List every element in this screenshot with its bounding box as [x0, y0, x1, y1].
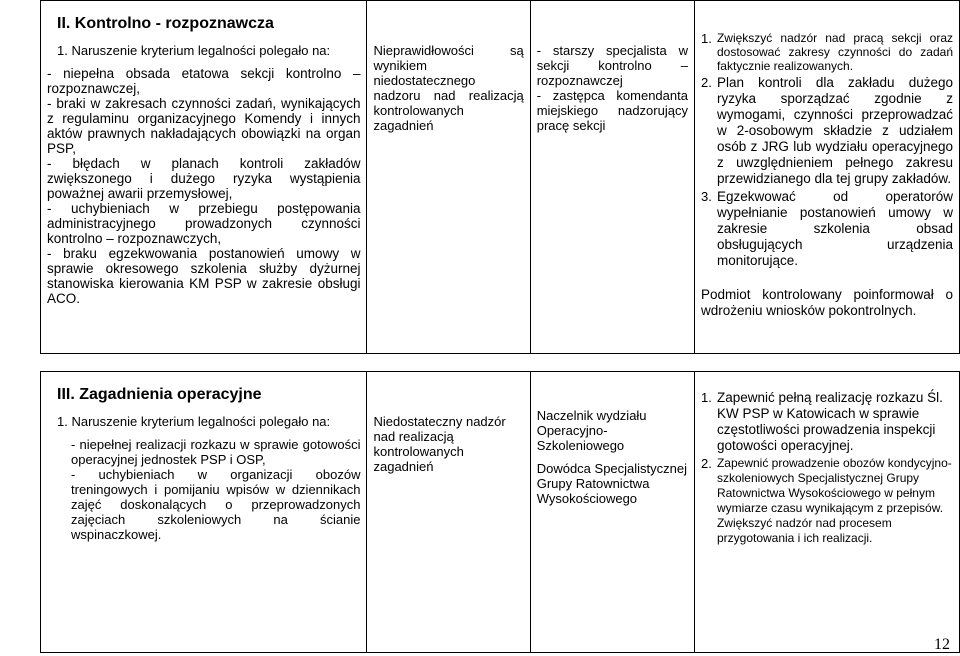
list-item: - niepełna obsada etatowa sekcji kontrolno – rozpoznawczej,	[47, 66, 361, 96]
recommendations-list	[701, 31, 953, 269]
findings-list	[47, 66, 360, 306]
section-2-table	[40, 0, 960, 354]
table-row	[41, 372, 960, 653]
list-item: - uchybieniach w przebiegu postępowania administracyjnego prowadzonych czynności kontrolno – rozpoznawczych,	[47, 201, 361, 246]
list-item: - niepełnej realizacji rozkazu w sprawie gotowości operacyjnej jednostek PSP i OSP,	[71, 437, 361, 467]
causes-text: Niedostateczny nadzór nad realizacją kontrolowanych zagadnień	[373, 414, 506, 474]
list-item: Naczelnik wydziału Operacyjno-Szkoleniowego	[536, 408, 647, 453]
causes-cell	[367, 372, 530, 653]
causes-cell	[367, 1, 530, 354]
item-heading: 1. Naruszenie kryterium legalności polegało na:	[57, 414, 331, 429]
page-number: 12	[934, 636, 950, 653]
list-item: - błędach w planach kontroli zakładów zwiększonego i dużego ryzyka wystąpienia poważnej awarii przemysłowej,	[47, 156, 361, 201]
list-item: 1. Zwiększyć nadzór nad pracą sekcji oraz dostosować zakresy czynności do zadań faktycznie realizowanych.	[700, 31, 953, 73]
list-item: - starszy specjalista w sekcji kontrolno – rozpoznawczej	[536, 43, 688, 88]
list-item: 1. Zapewnić pełną realizację rozkazu Śl. KW PSP w Katowicach w sprawie częstotliwości prowadzenia inspekcji gotowości operacyjnej.	[700, 390, 943, 453]
section-title: II. Kontrolno - rozpoznawcza	[57, 15, 274, 32]
recommendations-cell	[694, 372, 959, 653]
responsible-cell	[530, 372, 694, 653]
list-item: - zastępca komendanta miejskiego nadzorujący pracę sekcji	[536, 88, 688, 133]
findings-cell	[41, 1, 367, 354]
responsible-list	[537, 408, 688, 506]
recommendations-cell	[694, 1, 959, 354]
list-item: - uchybieniach w organizacji obozów treningowych i pomijaniu wpisów w dziennikach zajęć doskonalących o przeprowadzonych zajęciach szkoleniowych na ścianie wspinaczkowej.	[71, 467, 361, 542]
item-heading: 1. Naruszenie kryterium legalności polegało na:	[57, 43, 331, 58]
recommendations-list	[701, 390, 953, 546]
table-row	[41, 1, 960, 354]
findings-cell	[41, 372, 367, 653]
list-item: - braku egzekwowania postanowień umowy w sprawie okresowego szkolenia służby dyżurnej stanowiska kierowania KM PSP w zakresie obsługi ACO.	[47, 246, 361, 306]
list-item: 2. Plan kontroli dla zakładu dużego ryzyka sporządzać zgodnie z wymogami, czynności przeprowadzać w 2-osobowym składzie z udziałem osób z JRG lub wydziału operacyjnego z uwzględnieniem pełnego zakresu przewidzianego dla tej grupy zakładów.	[700, 75, 953, 186]
list-item: Dowódca Specjalistycznej Grupy Ratownictwa Wysokościowego	[536, 461, 688, 506]
findings-list	[71, 437, 360, 542]
responsible-cell	[530, 1, 694, 354]
list-item: 3. Egzekwować od operatorów wypełnianie postanowień umowy w zakresie szkolenia obsad obsługujących urządzenia monitorujące.	[700, 189, 953, 268]
section-title: III. Zagadnienia operacyjne	[57, 386, 262, 403]
section-3-table	[40, 371, 960, 653]
implementation-note: Podmiot kontrolowany poinformował o wdrożeniu wniosków pokontrolnych.	[700, 287, 953, 318]
causes-text: Nieprawidłowości są wynikiem niedostatecznego nadzoru nad realizacją kontrolowanych zagadnień	[373, 43, 524, 133]
list-item: 2. Zapewnić prowadzenie obozów kondycyjno-szkoleniowych Specjalistycznej Grupy Ratownictwa Wysokościowego w pełnym wymiarze czasu wynikającym z przepisów. Zwiększyć nadzór nad procesem przygotowania i ich realizacji.	[700, 456, 952, 545]
list-item: - braki w zakresach czynności zadań, wynikających z regulaminu organizacyjnego Komendy i innych aktów prawnych nakładających obowiązki na organ PSP,	[47, 96, 361, 156]
responsible-list	[537, 43, 688, 133]
